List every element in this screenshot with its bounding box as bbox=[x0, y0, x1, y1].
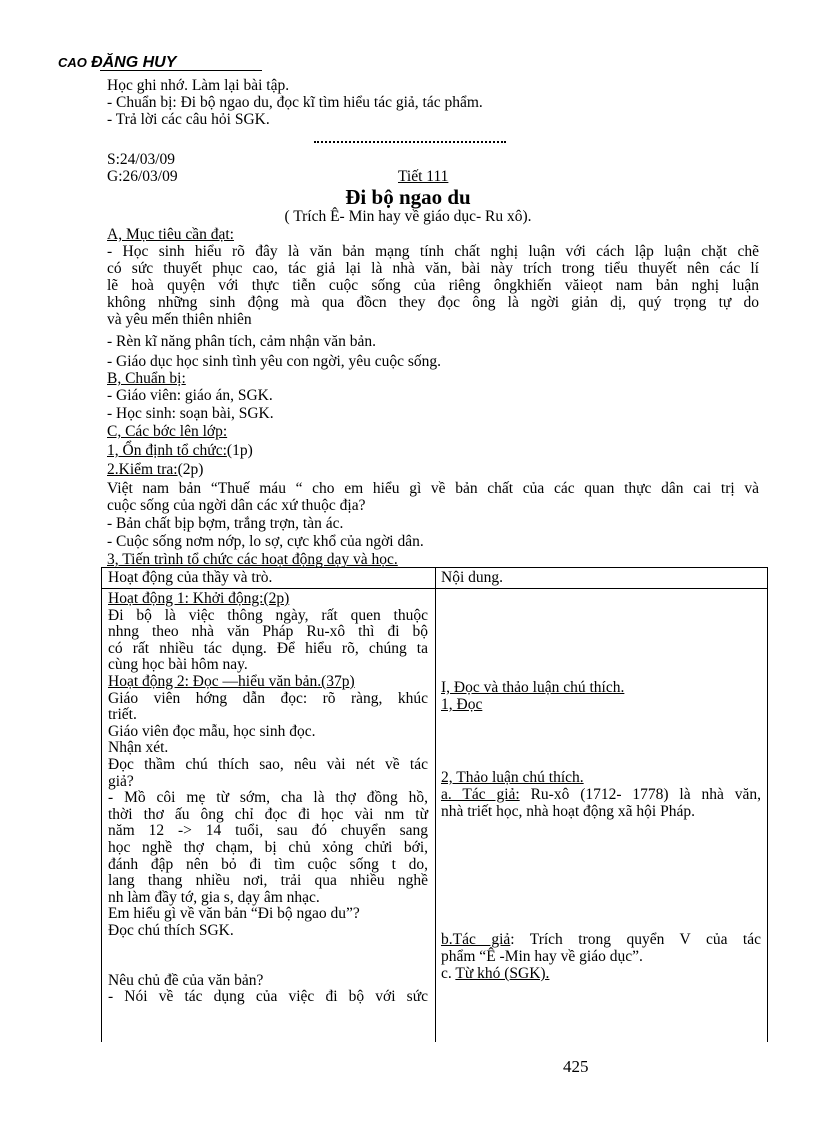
left-line: nhng theo nhà văn Pháp Ru-xô thì đi bộ bbox=[108, 623, 428, 641]
step-2-label: 2.Kiểm tra: bbox=[107, 461, 178, 478]
header-underline bbox=[100, 70, 262, 71]
section-a-bullet: - Rèn kĩ năng phân tích, cảm nhận văn bản. bbox=[107, 333, 377, 350]
step-2-time: (2p) bbox=[177, 461, 204, 478]
work-note-line-1: b.Tác giả: Trích trong quyển V của tác bbox=[441, 931, 762, 948]
left-line: Đọc thầm chú thích sao, nêu vài nét về tác bbox=[108, 755, 428, 773]
question-line: Việt nam bản “Thuế máu “ cho em hiểu gì về bản chất của các quan thực dân cai trị và bbox=[107, 480, 759, 497]
section-a-heading: A, Mục tiêu cần đạt: bbox=[107, 226, 234, 243]
left-line: Giáo viên hớng dẫn đọc: rõ ràng, khúc bbox=[108, 689, 428, 707]
lesson-label: Tiết 111 bbox=[398, 168, 449, 185]
section-b-item: - Học sinh: soạn bài, SGK. bbox=[107, 405, 274, 422]
left-line: lang thang nhiều nơi, trải qua nhiều nghề bbox=[108, 872, 428, 890]
date-g: G:26/03/09 bbox=[107, 168, 178, 185]
left-line: - Nói về tác dụng của việc đi bộ với sức bbox=[108, 988, 428, 1006]
left-line: đánh đập nên bỏ đi tìm cuộc sống t do, bbox=[108, 855, 428, 873]
left-column bbox=[108, 591, 428, 1006]
left-line: thời thơ ấu ông chỉ đọc đi học vài nm từ bbox=[108, 805, 428, 823]
table-column-divider bbox=[435, 568, 436, 1042]
intro-line: - Trả lời các câu hỏi SGK. bbox=[107, 111, 270, 128]
section-b-item: - Giáo viên: giáo án, SGK. bbox=[107, 387, 273, 404]
left-line bbox=[108, 939, 428, 956]
vocab-note-label: Từ khó (SGK). bbox=[455, 965, 550, 982]
section-a-paragraph-line: có sức thuyết phục cao, tác giả lại là nhà văn, bài này trích trong tiểu thuyết nên các lí bbox=[107, 260, 759, 277]
section-a-paragraph-line: và yêu mến thiên nhiên bbox=[107, 311, 252, 328]
step-2 bbox=[107, 462, 203, 479]
page-title: Đi bộ ngao du bbox=[345, 185, 471, 209]
left-line: giả? bbox=[108, 772, 134, 790]
date-s: S:24/03/09 bbox=[107, 151, 176, 168]
author-name: ĐĂNG HUY bbox=[91, 54, 177, 71]
table-header-right: Nội dung. bbox=[441, 569, 503, 586]
vocab-note: c. Từ khó (SGK). bbox=[441, 965, 550, 982]
step-1-time: (1p) bbox=[226, 442, 253, 459]
step-3: 3, Tiến trình tổ chức các hoạt động dạy và học. bbox=[107, 551, 398, 568]
left-line: học nghề thợ chạm, bị chủ xỏng chửi bới, bbox=[108, 838, 428, 856]
left-line: Đọc chú thích SGK. bbox=[108, 921, 234, 939]
activity-2-heading: Hoạt động 2: Đọc —hiểu văn bản.(37p) bbox=[108, 672, 355, 690]
author-note-label: a. Tác giả: bbox=[441, 786, 520, 803]
question-line: cuộc sống của ngời dân các xứ thuộc địa? bbox=[107, 497, 366, 514]
left-line: Nhận xét. bbox=[108, 739, 169, 757]
author-prefix: CAO bbox=[58, 55, 87, 70]
left-line: nh làm đầy tớ, gia s, dạy âm nhạc. bbox=[108, 888, 320, 906]
section-a-paragraph-line: lẽ hoà quyện với thực tiễn cuộc sống của riêng ôngkhiến văieọt nam bản nghị luận bbox=[107, 277, 759, 294]
left-line: năm 12 -> 14 tuổi, sau đó chuyển sang bbox=[108, 822, 428, 840]
author-note bbox=[441, 787, 761, 820]
section-1-heading: I, Đọc và thảo luận chú thích. bbox=[441, 679, 625, 696]
work-note bbox=[441, 932, 761, 965]
left-line: Giáo viên đọc mẫu, học sinh đọc. bbox=[108, 722, 316, 740]
answer-line: - Cuộc sống nơm nớp, lo sợ, cực khổ của ngời dân. bbox=[107, 533, 424, 550]
section-a-paragraph-line: - Học sinh hiểu rõ đây là văn bản mạng tính chất nghị luận với cách lập luận chặt chẽ bbox=[107, 243, 759, 260]
step-1 bbox=[107, 443, 253, 460]
left-line: có rất nhiều tác dụng. Để hiểu rõ, chúng ta bbox=[108, 639, 428, 657]
answer-line: - Bản chất bịp bợm, trắng trợn, tàn ác. bbox=[107, 515, 344, 532]
left-line: Đi bộ là việc thông ngày, rất quen thuộc bbox=[108, 606, 428, 624]
section-c-heading: C, Các bớc lên lớp: bbox=[107, 423, 228, 440]
table-header-divider bbox=[102, 588, 767, 589]
left-line bbox=[108, 956, 428, 973]
work-note-label: b.Tác giả bbox=[441, 931, 511, 948]
section-2-heading: 2, Thảo luận chú thích. bbox=[441, 769, 584, 786]
left-line: - Mồ côi mẹ từ sớm, cha là thợ đồng hồ, bbox=[108, 789, 428, 807]
left-line: cùng học bài hôm nay. bbox=[108, 656, 248, 674]
section-b-heading: B, Chuẩn bị: bbox=[107, 370, 186, 387]
author-note-line-2: nhà triết học, nhà hoạt động xã hội Pháp. bbox=[441, 802, 695, 820]
page-subtitle: ( Trích Ê- Min hay về giáo dục- Ru xô). bbox=[284, 208, 532, 225]
activity-1-heading: Hoạt động 1: Khởi động:(2p) bbox=[108, 590, 290, 607]
dotted-separator bbox=[314, 141, 506, 143]
page-number: 425 bbox=[563, 1057, 589, 1076]
work-note-line-2: phẩm “Ê -Min hay về giáo dục”. bbox=[441, 947, 643, 965]
left-line: triết. bbox=[108, 706, 137, 724]
intro-line: - Chuẩn bị: Đi bộ ngao du, đọc kĩ tìm hiểu tác giả, tác phẩm. bbox=[107, 94, 483, 111]
intro-line: Học ghi nhớ. Làm lại bài tập. bbox=[107, 77, 290, 94]
left-line: Nêu chủ đề của văn bản? bbox=[108, 971, 264, 989]
step-1-label: 1, Ổn định tổ chức: bbox=[107, 442, 227, 459]
author-note-line-1: a. Tác giả: Ru-xô (1712- 1778) là nhà văn, bbox=[441, 786, 761, 803]
section-a-paragraph-line: không những sinh động mà qua đồcn they đọc ông là ngời giản dị, quý trọng tự do bbox=[107, 294, 759, 311]
lesson-table bbox=[101, 567, 768, 1042]
section-a-bullet: - Giáo dục học sinh tình yêu con ngời, yêu cuộc sống. bbox=[107, 353, 442, 370]
section-1-1-heading: 1, Đọc bbox=[441, 696, 483, 713]
left-line: Em hiểu gì về văn bản “Đi bộ ngao du”? bbox=[108, 905, 360, 923]
table-header-left: Hoạt động của thầy và trò. bbox=[108, 569, 273, 586]
